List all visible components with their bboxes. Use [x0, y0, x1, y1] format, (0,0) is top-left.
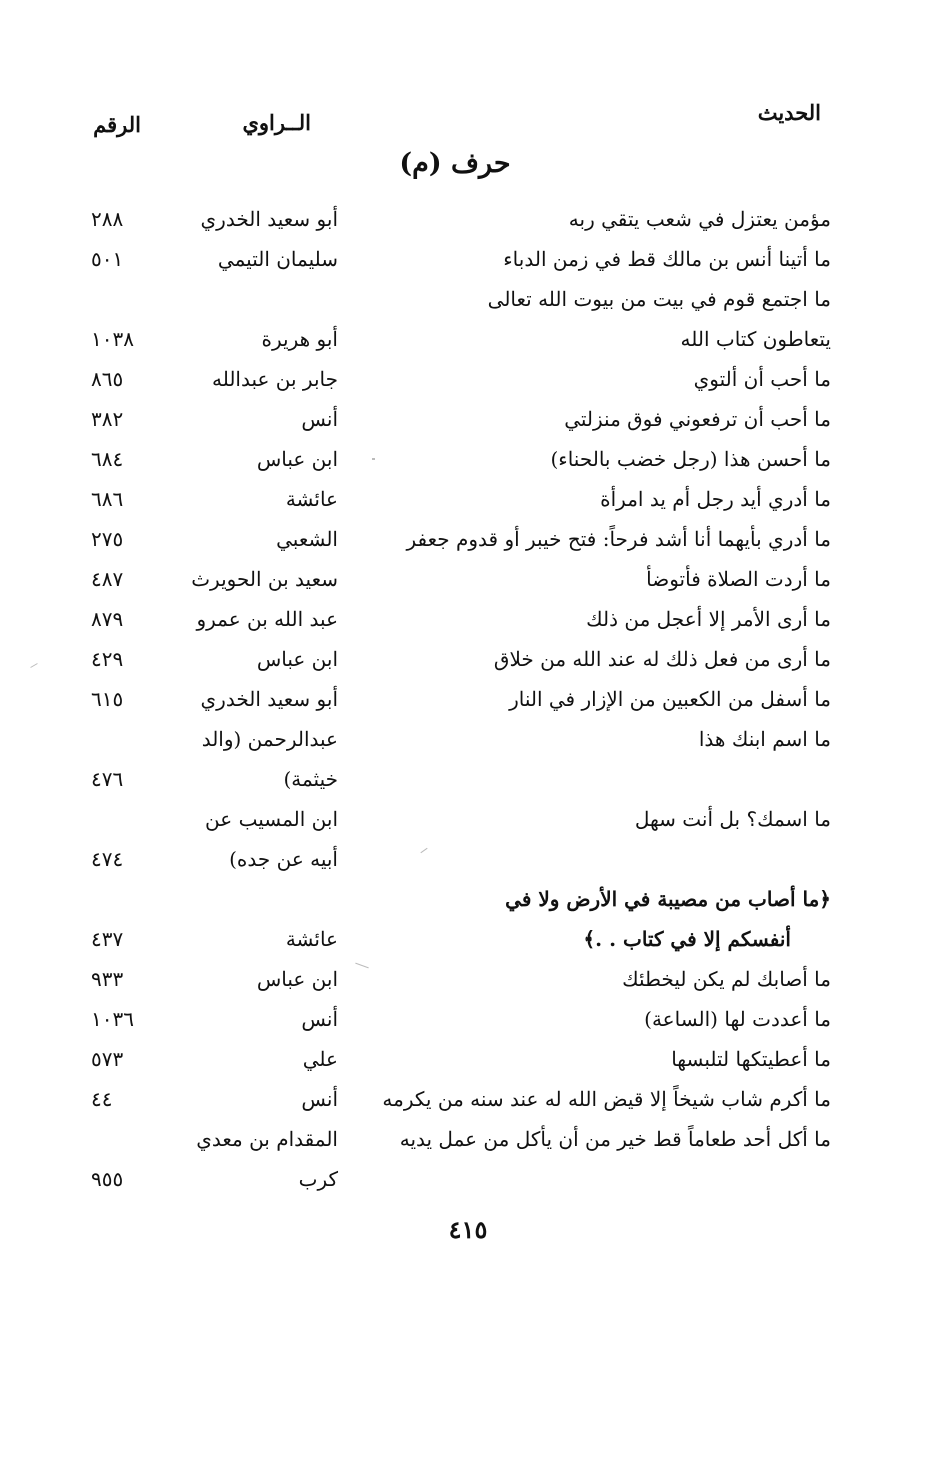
hadith-number: ٤٧٦: [91, 767, 124, 791]
hadith-text: ما أدري بأيهما أنا أشد فرحاً: فتح خيبر أو قدوم جعفر: [406, 527, 831, 551]
column-header-number: الرقم: [93, 112, 141, 137]
hadith-number: ٤٣٧: [91, 927, 124, 951]
index-row: [0, 360, 936, 400]
hadith-text: أنفسكم إلا في كتاب . .﴾: [583, 927, 791, 951]
hadith-number: ٥٧٣: [91, 1047, 124, 1071]
hadith-text: ما أصابك لم يكن ليخطئك: [622, 967, 831, 991]
narrator-name: علي: [302, 1047, 338, 1071]
hadith-number: ٩٣٣: [91, 967, 124, 991]
narrator-name: أبو سعيد الخدري: [200, 207, 338, 231]
hadith-number: ٦٨٦: [91, 487, 124, 511]
index-row: [0, 880, 936, 920]
narrator-name: سليمان التيمي: [217, 247, 338, 271]
narrator-name: عبد الله بن عمرو: [196, 607, 338, 631]
narrator-name: ابن عباس: [256, 447, 338, 471]
index-row: [0, 800, 936, 840]
narrator-name: ابن المسيب عن: [205, 807, 338, 831]
narrator-name: أبيه عن جده): [229, 847, 338, 871]
hadith-text: ما أحب أن ألتوي: [693, 367, 831, 391]
narrator-name: أنس: [301, 407, 338, 431]
index-row: [0, 1040, 936, 1080]
index-row: [0, 1160, 936, 1200]
index-row: [0, 960, 936, 1000]
hadith-text: ما أتينا أنس بن مالك قط في زمن الدباء: [503, 247, 831, 271]
hadith-text: ما أعددت لها (الساعة): [644, 1007, 831, 1031]
scan-speck: [372, 458, 375, 460]
narrator-name: المقدام بن معدي: [196, 1127, 338, 1151]
index-row: [0, 280, 936, 320]
index-row: [0, 680, 936, 720]
index-row: [0, 240, 936, 280]
hadith-number: ٩٥٥: [91, 1167, 124, 1191]
hadith-number: ٤٧٤: [91, 847, 124, 871]
index-row: [0, 920, 936, 960]
hadith-index-list: [0, 200, 936, 1200]
narrator-name: أبو هريرة: [261, 327, 338, 351]
index-row: [0, 440, 936, 480]
hadith-number: ٢٨٨: [91, 207, 124, 231]
narrator-name: خيثمة): [283, 767, 338, 791]
index-row: [0, 200, 936, 240]
hadith-text: ﴿ما أصاب من مصيبة في الأرض ولا في: [505, 887, 831, 911]
index-row: [0, 720, 936, 760]
hadith-text: ما أسفل من الكعبين من الإزار في النار: [509, 687, 831, 711]
hadith-text: ما اجتمع قوم في بيت من بيوت الله تعالى: [487, 287, 831, 311]
narrator-name: كرب: [298, 1167, 338, 1191]
index-row: [0, 1080, 936, 1120]
hadith-text: ما أرى الأمر إلا أعجل من ذلك: [586, 607, 831, 631]
hadith-number: ٨٦٥: [91, 367, 124, 391]
index-row: [0, 520, 936, 560]
index-row: [0, 480, 936, 520]
hadith-text: ما اسم ابنك هذا: [698, 727, 831, 751]
narrator-name: عبدالرحمن (والد: [201, 727, 338, 751]
hadith-text: ما أكل أحد طعاماً قط خير من أن يأكل من عمل يديه: [399, 1127, 831, 1151]
index-row: [0, 400, 936, 440]
narrator-name: سعيد بن الحويرث: [191, 567, 338, 591]
index-row: [0, 840, 936, 880]
hadith-text: ما أكرم شاب شيخاً إلا قيض الله له عند سنه من يكرمه: [382, 1087, 831, 1111]
narrator-name: أنس: [301, 1007, 338, 1031]
hadith-text: ما أرى من فعل ذلك له عند الله من خلاق: [493, 647, 831, 671]
hadith-number: ٦١٥: [91, 687, 124, 711]
index-row: [0, 1000, 936, 1040]
hadith-text: ما أعطيتكها لتلبسها: [671, 1047, 831, 1071]
narrator-name: ابن عباس: [256, 647, 338, 671]
narrator-name: الشعبي: [276, 527, 338, 551]
narrator-name: ابن عباس: [256, 967, 338, 991]
hadith-number: ٦٨٤: [91, 447, 124, 471]
hadith-text: ما أردت الصلاة فأتوضأ: [646, 567, 831, 591]
column-header-hadith: الحديث: [757, 100, 821, 125]
hadith-number: ٤٤: [91, 1087, 113, 1111]
hadith-number: ١٠٣٨: [91, 327, 134, 351]
narrator-name: أبو سعيد الخدري: [200, 687, 338, 711]
page-number: ٤١٥: [448, 1215, 488, 1244]
narrator-name: عائشة: [285, 487, 338, 511]
hadith-text: يتعاطون كتاب الله: [680, 327, 831, 351]
index-row: [0, 760, 936, 800]
index-row: [0, 320, 936, 360]
hadith-number: ٤٨٧: [91, 567, 124, 591]
hadith-number: ٨٧٩: [91, 607, 124, 631]
hadith-text: ما أحب أن ترفعوني فوق منزلتي: [564, 407, 831, 431]
hadith-text: مؤمن يعتزل في شعب يتقي ربه: [568, 207, 831, 231]
index-row: [0, 600, 936, 640]
section-title: حرف (م): [399, 148, 511, 179]
hadith-text: ما اسمك؟ بل أنت سهل: [634, 807, 831, 831]
hadith-number: ٤٢٩: [91, 647, 124, 671]
hadith-text: ما أحسن هذا (رجل خضب بالحناء): [550, 447, 831, 471]
narrator-name: أنس: [301, 1087, 338, 1111]
index-row: [0, 640, 936, 680]
hadith-number: ٢٧٥: [91, 527, 124, 551]
hadith-number: ٥٠١: [91, 247, 124, 271]
hadith-number: ١٠٣٦: [91, 1007, 134, 1031]
index-row: [0, 560, 936, 600]
narrator-name: عائشة: [285, 927, 338, 951]
narrator-name: جابر بن عبدالله: [211, 367, 338, 391]
index-row: [0, 1120, 936, 1160]
hadith-number: ٣٨٢: [91, 407, 124, 431]
column-header-narrator: الــراوي: [242, 110, 311, 135]
hadith-text: ما أدري أيد رجل أم يد امرأة: [600, 487, 831, 511]
